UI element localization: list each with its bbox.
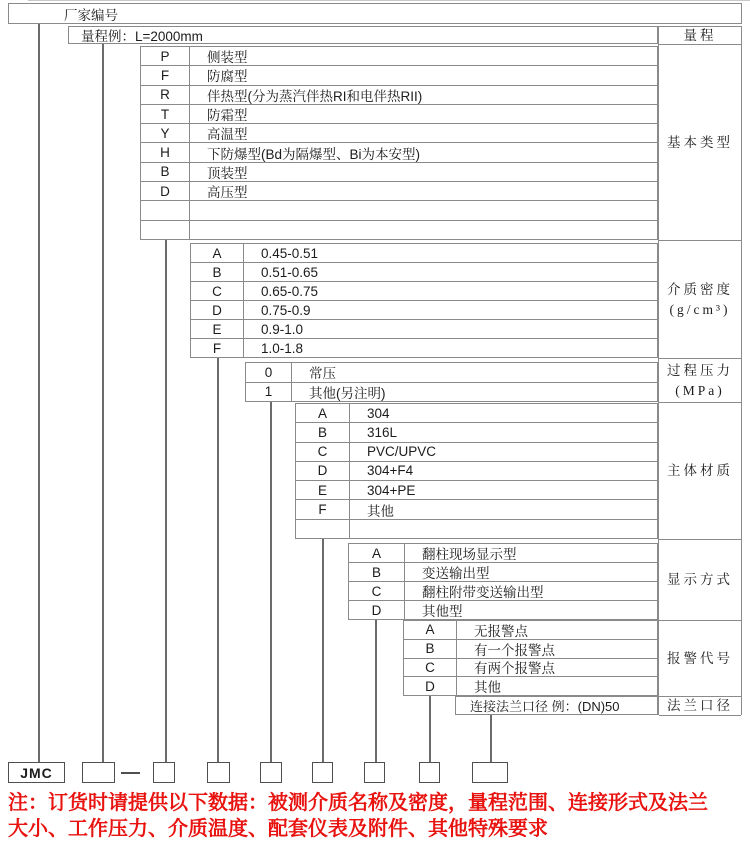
code-box-medium-density bbox=[207, 762, 230, 783]
table-row bbox=[349, 544, 657, 562]
table-row bbox=[296, 461, 657, 480]
code-cell bbox=[141, 221, 190, 239]
desc-cell: 翻柱附带变送输出型 bbox=[422, 585, 544, 600]
table-row bbox=[141, 220, 657, 239]
desc-cell: 有两个报警点 bbox=[474, 661, 555, 677]
connector-line-flange-size bbox=[490, 715, 492, 762]
connector-line-display-mode bbox=[375, 620, 377, 762]
side-label-flange-size: 法兰口径 bbox=[659, 697, 741, 716]
desc-cell: 防腐型 bbox=[207, 69, 248, 85]
desc-cell: 高压型 bbox=[207, 185, 248, 201]
code-cell: F bbox=[296, 500, 350, 518]
table-row bbox=[141, 200, 657, 219]
code-cell: P bbox=[141, 47, 190, 65]
table-row bbox=[141, 65, 657, 84]
code-cell: T bbox=[141, 105, 190, 123]
side-label-range: 量程 bbox=[659, 27, 741, 45]
order-note bbox=[8, 790, 748, 842]
desc-cell: 304 bbox=[367, 405, 390, 421]
side-label-body-material: 主体材质 bbox=[659, 403, 741, 540]
code-box-basic-type bbox=[153, 762, 175, 783]
code-cell: B bbox=[404, 640, 457, 658]
desc-cell: 侧装型 bbox=[207, 50, 248, 66]
manufacturer-label: 厂家编号 bbox=[64, 7, 118, 23]
code-cell: B bbox=[296, 423, 350, 441]
connector-line-body-material bbox=[322, 539, 324, 762]
desc-cell bbox=[350, 520, 657, 538]
code-cell: D bbox=[404, 677, 457, 695]
table-row bbox=[191, 281, 657, 300]
desc-cell: 常压 bbox=[309, 366, 336, 382]
table-row bbox=[141, 85, 657, 104]
code-cell: E bbox=[296, 481, 350, 499]
table-row bbox=[141, 123, 657, 142]
table-row bbox=[296, 404, 657, 422]
order-note-line1: 注：订货时请提供以下数据：被测介质名称及密度，量程范围、连接形式及法兰 bbox=[8, 792, 708, 814]
side-label-basic-type: 基本类型 bbox=[659, 45, 741, 241]
connector-line-medium-density bbox=[217, 358, 219, 762]
table-row bbox=[141, 104, 657, 123]
code-cell: B bbox=[141, 163, 190, 181]
code-cell: C bbox=[191, 282, 244, 300]
desc-cell: 其他 bbox=[474, 680, 501, 695]
code-cell: A bbox=[349, 544, 405, 562]
desc-cell: 其他型 bbox=[422, 604, 463, 619]
connector-line-range bbox=[102, 44, 104, 762]
table-row bbox=[191, 319, 657, 338]
desc-cell: 0.65-0.75 bbox=[261, 283, 319, 299]
code-cell: F bbox=[141, 66, 190, 84]
table-body-material bbox=[295, 403, 658, 539]
code-cell: C bbox=[296, 443, 350, 461]
table-row bbox=[246, 382, 657, 402]
desc-cell: 下防爆型(Bd为隔爆型、Bi为本安型) bbox=[207, 146, 421, 162]
table-row bbox=[296, 519, 657, 538]
side-label-alarm-code: 报警代号 bbox=[659, 621, 741, 697]
code-cell: 1 bbox=[246, 383, 292, 402]
connector-line-process-pressure bbox=[270, 402, 272, 762]
flange-size-row: 连接法兰口径 例：(DN)50 bbox=[455, 696, 658, 715]
order-note-line2: 大小、工作压力、介质温度、配套仪表及附件、其他特殊要求 bbox=[8, 818, 548, 840]
desc-cell: 其他(另注明) bbox=[309, 385, 386, 401]
code-cell: H bbox=[141, 143, 190, 161]
code-cell: F bbox=[191, 339, 244, 357]
desc-cell: 有一个报警点 bbox=[474, 642, 555, 658]
desc-cell: 0.51-0.65 bbox=[261, 264, 319, 280]
code-cell: B bbox=[191, 263, 244, 281]
table-row bbox=[296, 422, 657, 441]
table-row bbox=[404, 621, 657, 639]
code-box-range bbox=[82, 762, 115, 783]
code-cell bbox=[296, 520, 350, 538]
code-box-display-mode bbox=[364, 762, 385, 783]
code-cell: B bbox=[349, 563, 405, 581]
table-row bbox=[404, 676, 657, 695]
code-cell: A bbox=[404, 621, 457, 639]
table-row bbox=[191, 244, 657, 262]
table-row bbox=[246, 363, 657, 382]
code-box-body-material bbox=[312, 762, 333, 783]
desc-cell: 防霜型 bbox=[207, 108, 248, 124]
code-separator-dash bbox=[121, 772, 140, 774]
table-display-mode bbox=[348, 543, 658, 620]
range-row bbox=[68, 26, 658, 44]
code-cell: D bbox=[296, 462, 350, 480]
side-label-process-pressure: 过程压力 (MPa) bbox=[659, 359, 741, 403]
table-row bbox=[141, 47, 657, 65]
table-row bbox=[141, 162, 657, 181]
desc-cell: PVC/UPVC bbox=[367, 444, 437, 460]
table-row bbox=[349, 600, 657, 619]
code-cell: R bbox=[141, 86, 190, 104]
connector-line-alarm-code bbox=[429, 696, 431, 762]
code-cell bbox=[141, 201, 190, 219]
side-label-display-mode: 显示方式 bbox=[659, 540, 741, 621]
code-box-flange-size bbox=[472, 762, 508, 783]
manufacturer-row bbox=[8, 3, 742, 24]
code-cell: A bbox=[296, 404, 350, 422]
desc-cell: 无报警点 bbox=[474, 623, 528, 639]
desc-cell: 0.45-0.51 bbox=[261, 245, 319, 261]
code-cell: E bbox=[191, 320, 244, 338]
table-row bbox=[141, 181, 657, 200]
desc-cell: 翻柱现场显示型 bbox=[422, 547, 517, 562]
desc-cell: 变送输出型 bbox=[422, 566, 490, 581]
table-basic-type bbox=[140, 46, 658, 240]
table-alarm-code bbox=[403, 620, 658, 696]
desc-cell bbox=[190, 221, 657, 239]
desc-cell: 1.0-1.8 bbox=[261, 340, 304, 356]
range-example-label: 量程例：L=2000mm bbox=[81, 29, 203, 44]
desc-cell: 316L bbox=[367, 424, 398, 440]
category-label-column bbox=[658, 26, 742, 715]
code-cell: 0 bbox=[246, 363, 292, 382]
desc-cell: 0.9-1.0 bbox=[261, 321, 304, 337]
code-cell: D bbox=[141, 182, 190, 200]
desc-cell: 304+PE bbox=[367, 482, 416, 498]
table-row bbox=[296, 442, 657, 461]
connector-line-manufacturer bbox=[38, 24, 40, 762]
code-cell: C bbox=[349, 582, 405, 600]
desc-cell: 高温型 bbox=[207, 127, 248, 143]
table-row bbox=[404, 658, 657, 677]
code-box-alarm-code bbox=[419, 762, 440, 783]
desc-cell bbox=[190, 201, 657, 219]
desc-cell: 顶装型 bbox=[207, 165, 248, 181]
table-row bbox=[349, 562, 657, 581]
code-cell: D bbox=[191, 301, 244, 319]
connector-line-basic-type bbox=[165, 240, 167, 762]
table-row bbox=[404, 639, 657, 658]
table-row bbox=[191, 262, 657, 281]
table-row bbox=[349, 581, 657, 600]
desc-cell: 其他 bbox=[367, 503, 394, 519]
model-prefix-box: JMC bbox=[8, 762, 65, 783]
side-label-medium-density: 介质密度 (g/cm³) bbox=[659, 241, 741, 359]
page-top-rule bbox=[28, 0, 750, 1]
code-cell: C bbox=[404, 659, 457, 677]
table-medium-density bbox=[190, 243, 658, 358]
table-row bbox=[141, 142, 657, 161]
table-row bbox=[191, 338, 657, 357]
desc-cell: 304+F4 bbox=[367, 463, 414, 479]
desc-cell: 伴热型(分为蒸汽伴热RI和电伴热RII) bbox=[207, 88, 423, 104]
code-box-process-pressure bbox=[260, 762, 282, 783]
desc-cell: 0.75-0.9 bbox=[261, 302, 311, 318]
code-cell: A bbox=[191, 244, 244, 262]
code-cell: Y bbox=[141, 124, 190, 142]
table-process-pressure bbox=[245, 362, 658, 402]
table-row bbox=[296, 499, 657, 518]
code-cell: D bbox=[349, 601, 405, 619]
table-row bbox=[191, 300, 657, 319]
table-row bbox=[296, 480, 657, 499]
